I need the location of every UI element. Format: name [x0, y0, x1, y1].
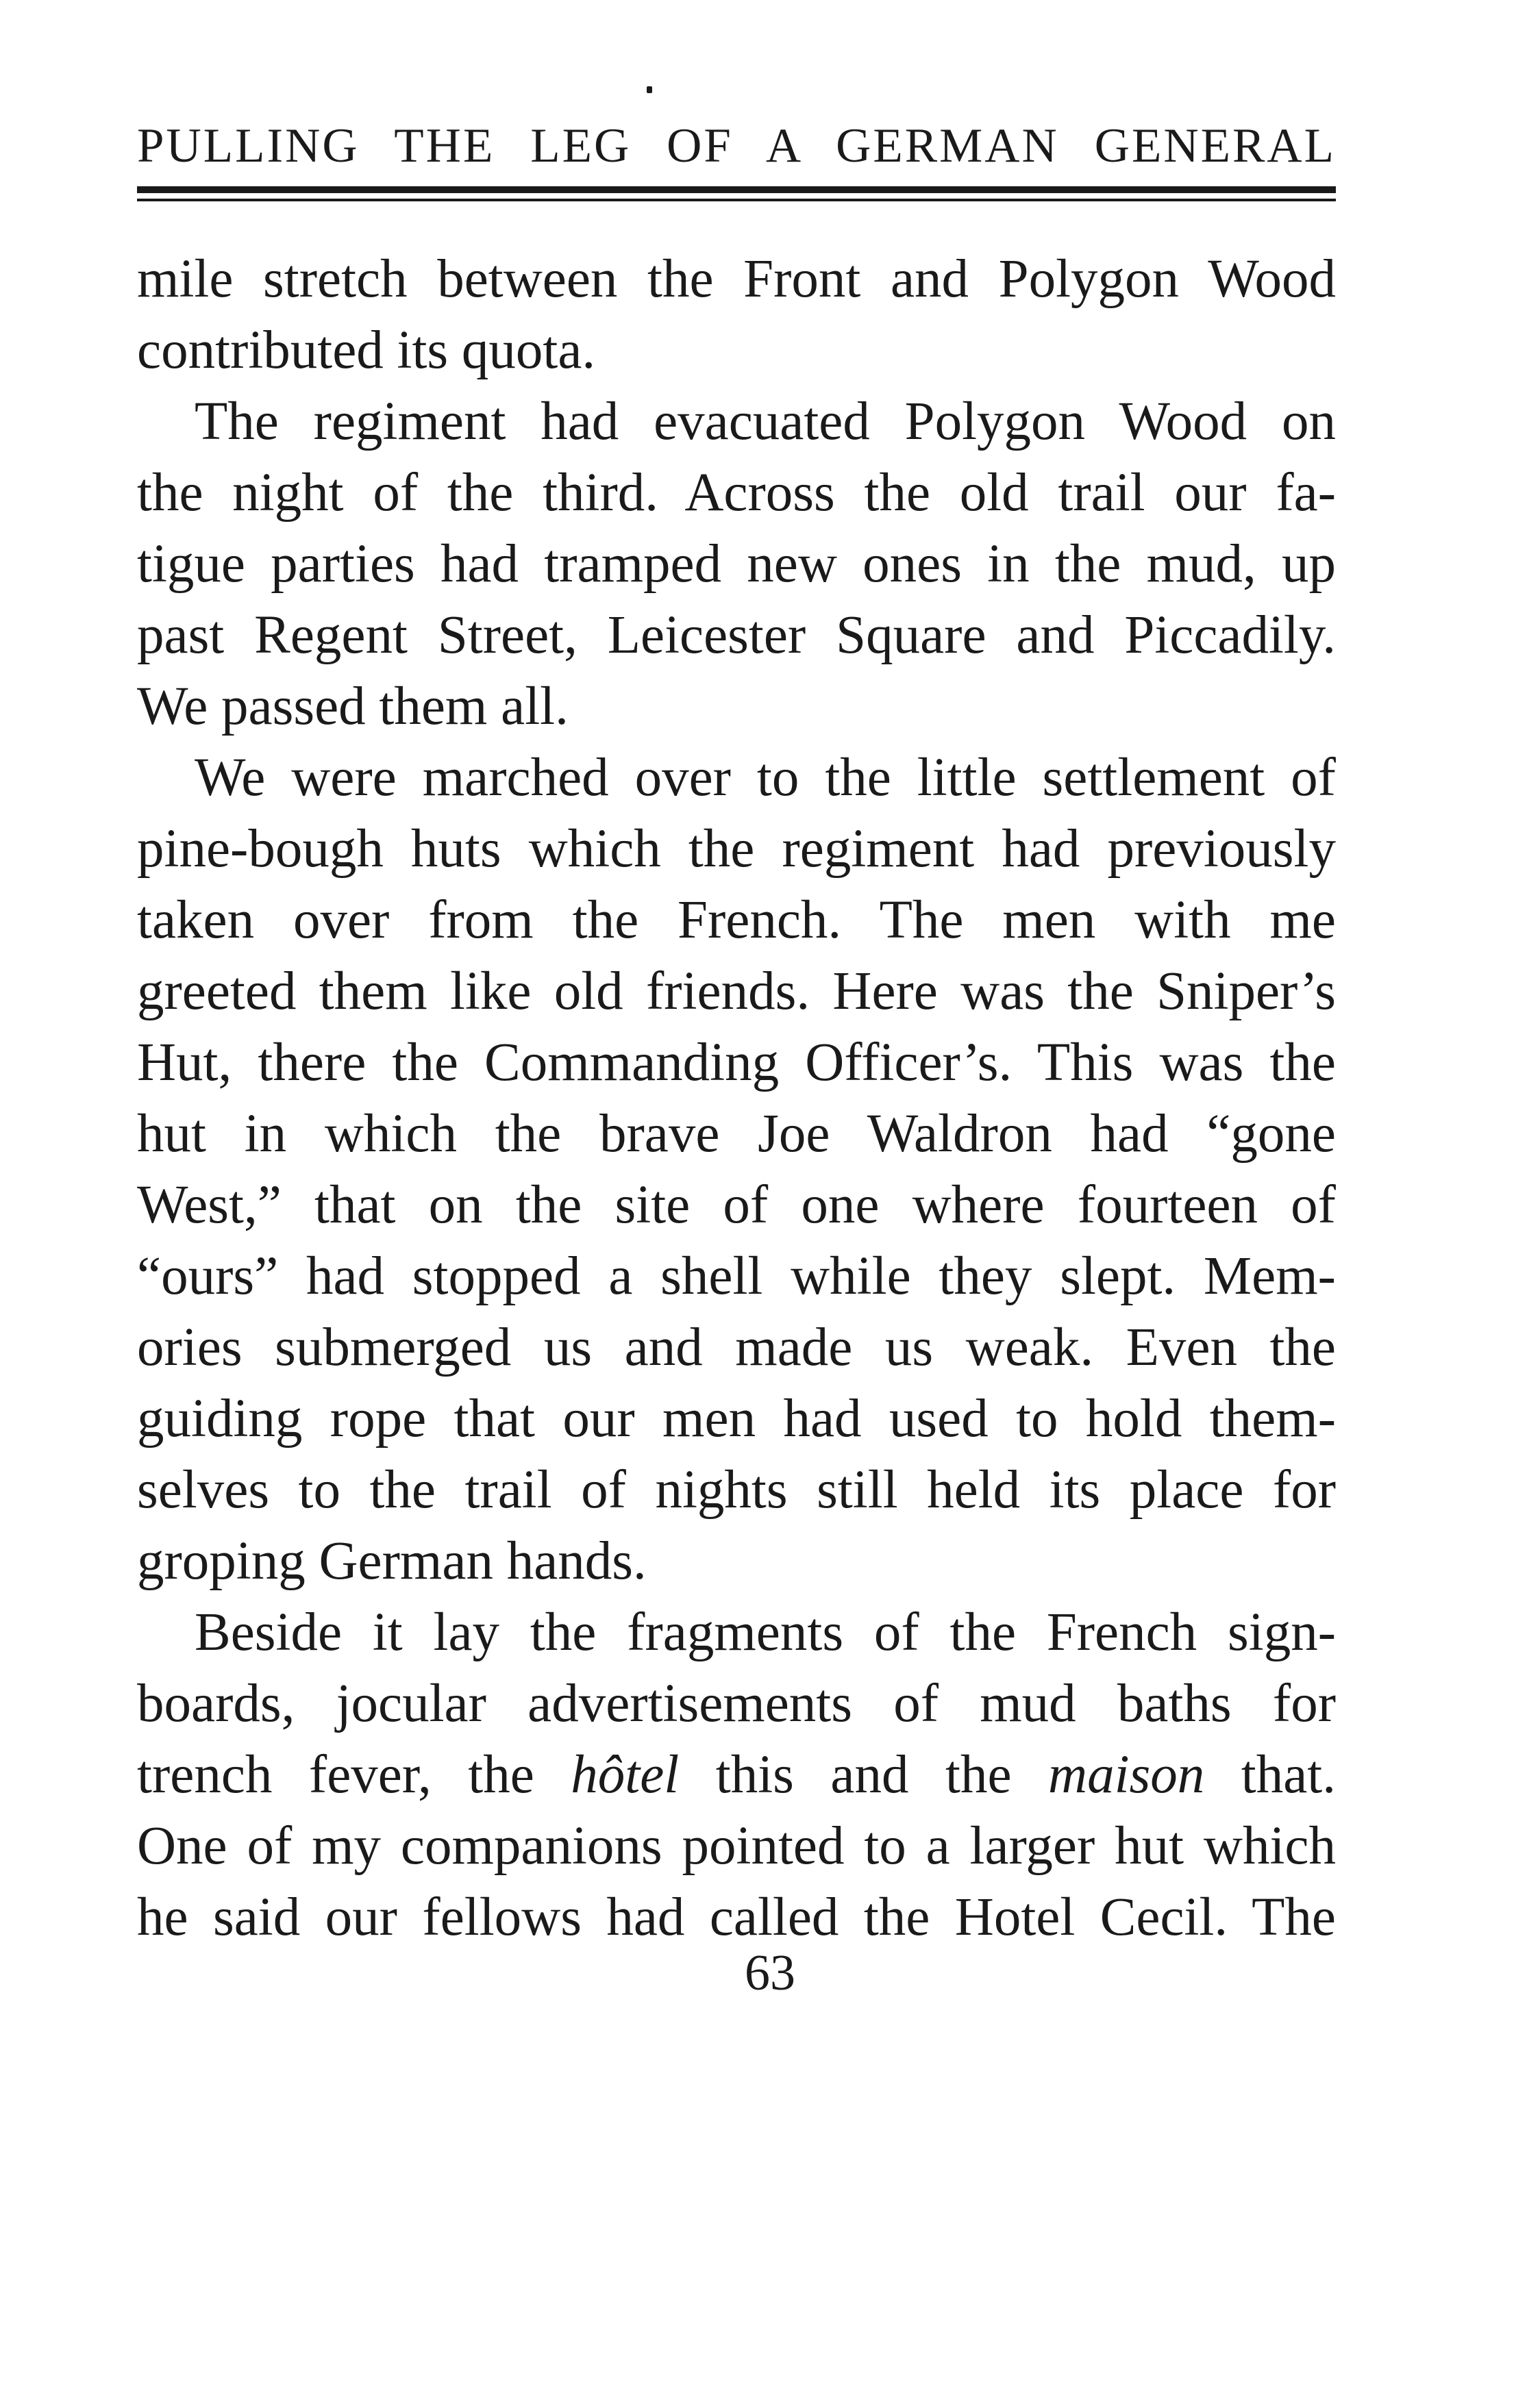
text-line: pine-bough huts which the regiment had previously [137, 819, 1336, 879]
text-line: taken over from the French. The men with me [137, 890, 1336, 950]
header-rule-thin [137, 199, 1336, 201]
text-line: The regiment had evacuated Polygon Wood on [195, 392, 1336, 451]
text-line: mile stretch between the Front and Polygon Wood [137, 249, 1336, 309]
text-line: boards, jocular advertisements of mud baths for [137, 1674, 1336, 1733]
text-line: he said our fellows had called the Hotel Cecil. The [137, 1887, 1336, 1947]
text-line: Beside it lay the fragments of the French sign- [195, 1603, 1336, 1662]
text-line: guiding rope that our men had used to hold them- [137, 1389, 1336, 1448]
text-line: ories submerged us and made us weak. Even the [137, 1318, 1336, 1377]
text-line: contributed its quota. [137, 321, 596, 380]
text-line: One of my companions pointed to a larger hut which [137, 1816, 1336, 1876]
italic-word: maison [1048, 1745, 1205, 1805]
text-segment: that. [1204, 1745, 1337, 1805]
text-line: West,” that on the site of one where fourteen of [137, 1175, 1336, 1235]
text-line: past Regent Street, Leicester Square and Piccadily. [137, 605, 1336, 665]
italic-word: hôtel [571, 1745, 680, 1805]
text-line: “ours” had stopped a shell while they slept. Mem- [137, 1246, 1336, 1306]
printer-mark [647, 86, 652, 93]
text-line: hut in which the brave Joe Waldron had “gone [137, 1104, 1336, 1164]
text-segment: this and the [679, 1745, 1049, 1805]
header-rule-thick [137, 186, 1336, 193]
text-line: greeted them like old friends. Here was the Sniper’s [137, 962, 1336, 1021]
page-number: 63 [745, 1945, 795, 2001]
body-text [137, 244, 1336, 1953]
text-line: We passed them all. [137, 677, 569, 736]
text-line-with-italics [137, 1740, 1336, 1811]
text-line: We were marched over to the little settlement of [195, 748, 1336, 807]
text-line: groping German hands. [137, 1531, 647, 1591]
text-line: the night of the third. Across the old trail our fa- [137, 463, 1336, 523]
text-line: tigue parties had tramped new ones in the mud, up [137, 534, 1336, 594]
running-head: PULLING THE LEG OF A GERMAN GENERAL [137, 119, 1336, 173]
text-line: selves to the trail of nights still held its place for [137, 1460, 1336, 1520]
text-line: Hut, there the Commanding Officer’s. This was the [137, 1033, 1336, 1092]
text-segment: trench fever, the [137, 1745, 571, 1805]
